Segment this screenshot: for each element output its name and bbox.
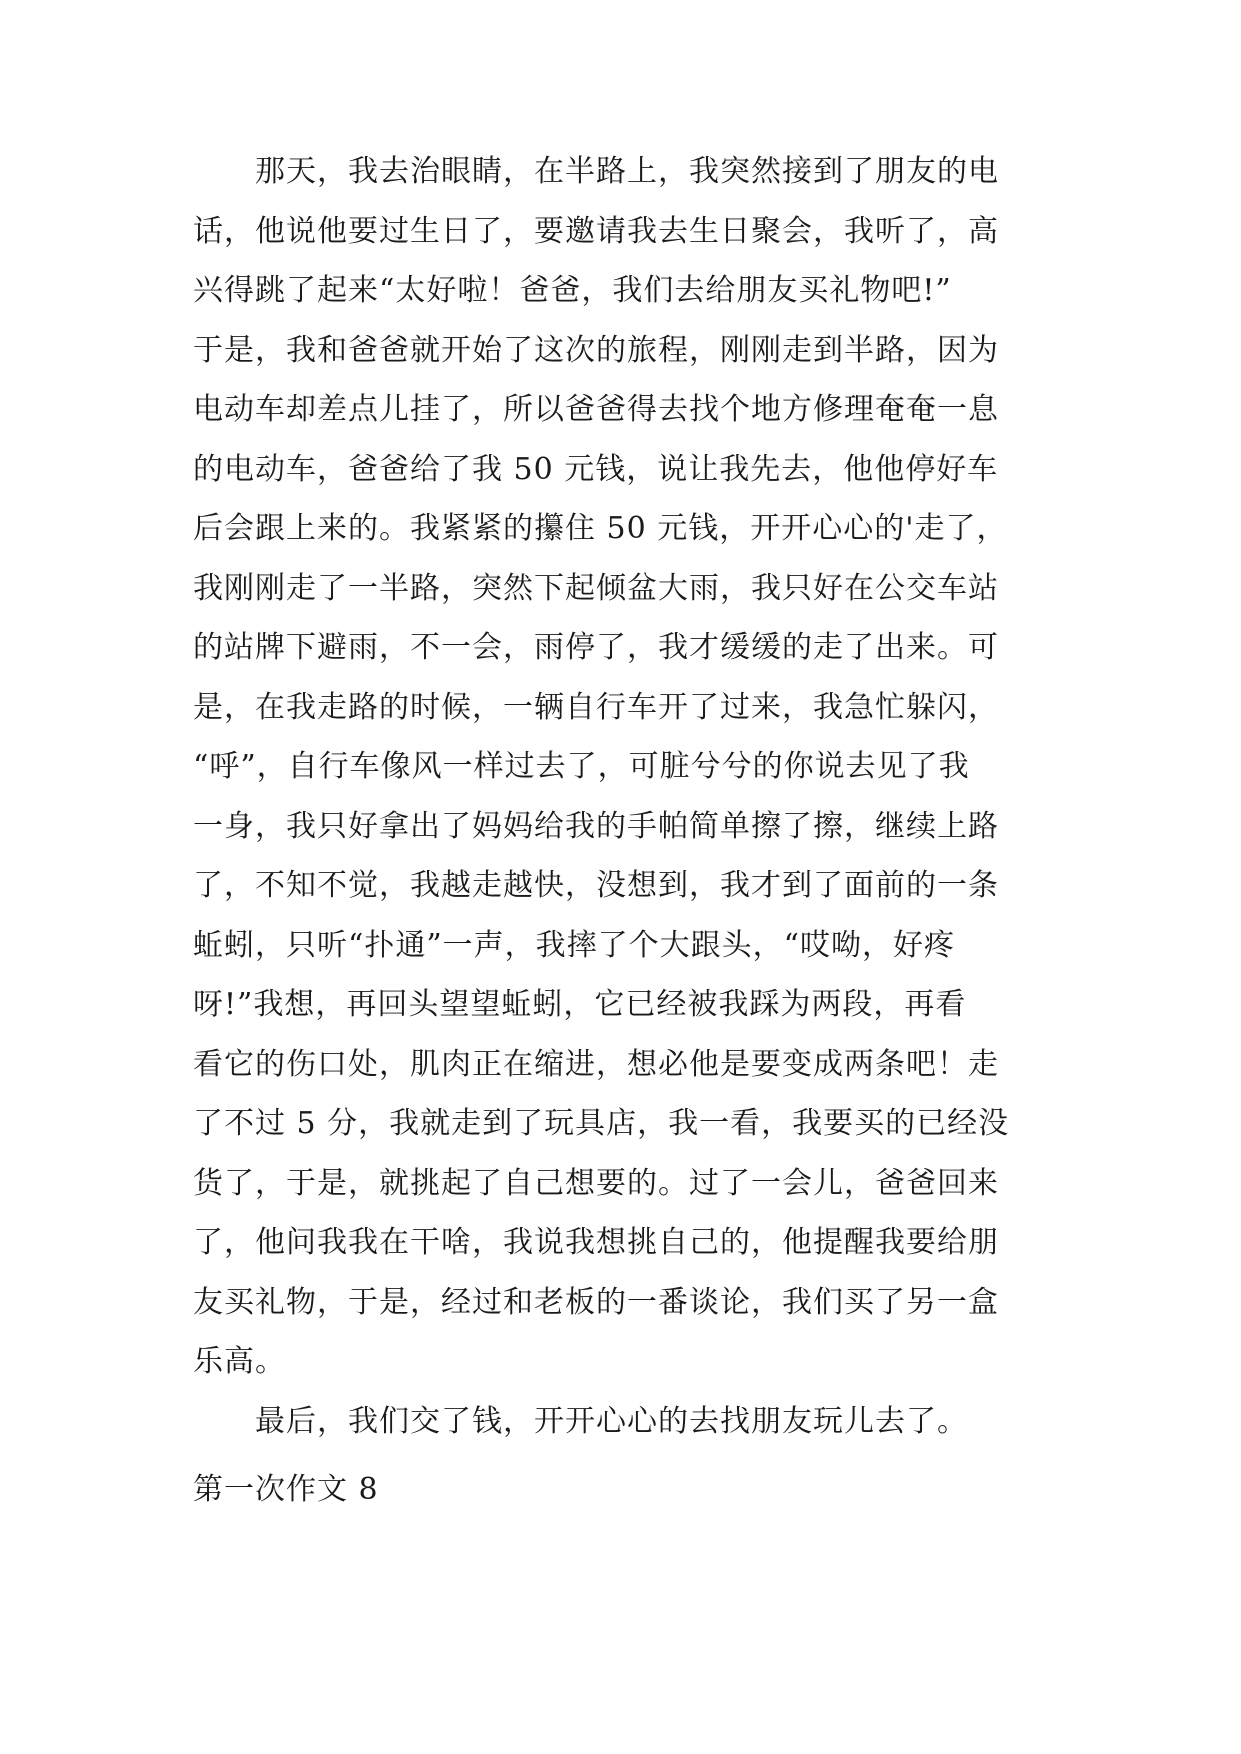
paragraph-1-line: 乐高。 (193, 1344, 286, 1379)
paragraph-1-line: 了不过 5 分，我就走到了玩具店，我一看，我要买的已经没 (193, 1106, 1010, 1141)
paragraph-1-line: 后会跟上来的。我紧紧的攥住 50 元钱，开开心心的'走了， (193, 511, 1008, 546)
paragraph-2: 最后，我们交了钱，开开心心的去找朋友玩儿去了。 (255, 1403, 968, 1439)
paragraph-1-line: 友买礼物，于是，经过和老板的一番谈论，我们买了另一盒 (193, 1284, 999, 1320)
paragraph-1-line: 一身，我只好拿出了妈妈给我的手帕简单擦了擦，继续上路 (193, 808, 999, 844)
paragraph-1-line: 看它的伤口处，肌肉正在缩进，想必他是要变成两条吧！走 (193, 1046, 999, 1082)
paragraph-1-line: 的电动车，爸爸给了我 50 元钱，说让我先去，他他停好车 (193, 451, 999, 487)
paragraph-1-line: 话，他说他要过生日了，要邀请我去生日聚会，我听了，高 (193, 213, 999, 249)
paragraph-1-line: 货了，于是，就挑起了自己想要的。过了一会儿，爸爸回来 (193, 1165, 999, 1201)
paragraph-1-line: 呀!”我想，再回头望望蚯蚓，它已经被我踩为两段，再看 (193, 987, 967, 1022)
paragraph-1-line: 了，不知不觉，我越走越快，没想到，我才到了面前的一条 (193, 868, 999, 903)
paragraph-1-line: 了，他问我我在干啥，我说我想挑自己的，他提醒我要给朋 (193, 1225, 999, 1260)
paragraph-1-line: 的站牌下避雨，不一会，雨停了，我才缓缓的走了出来。可 (193, 630, 999, 665)
paragraph-1-line: 于是，我和爸爸就开始了这次的旅程，刚刚走到半路，因为 (193, 332, 999, 368)
next-essay-heading: 第一次作文 8 (193, 1472, 379, 1507)
essay-body (193, 142, 1053, 1451)
paragraph-1-line: 蚯蚓，只听“扑通”一声，我摔了个大跟头，“哎呦，好疼 (193, 927, 956, 963)
paragraph-1-line: 是，在我走路的时候，一辆自行车开了过来，我急忙躲闪， (193, 689, 999, 725)
paragraph-1-line: 电动车却差点儿挂了，所以爸爸得去找个地方修理奄奄一息 (193, 392, 999, 427)
paragraph-1-line: 兴得跳了起来“太好啦！爸爸，我们去给朋友买礼物吧!” (193, 273, 952, 308)
paragraph-1-line: “呼”，自行车像风一样过去了，可脏兮兮的你说去见了我 (193, 749, 970, 784)
paragraph-1-line: 那天，我去治眼睛，在半路上，我突然接到了朋友的电 (255, 154, 999, 189)
paragraph-1-line: 我刚刚走了一半路，突然下起倾盆大雨，我只好在公交车站 (193, 570, 999, 606)
